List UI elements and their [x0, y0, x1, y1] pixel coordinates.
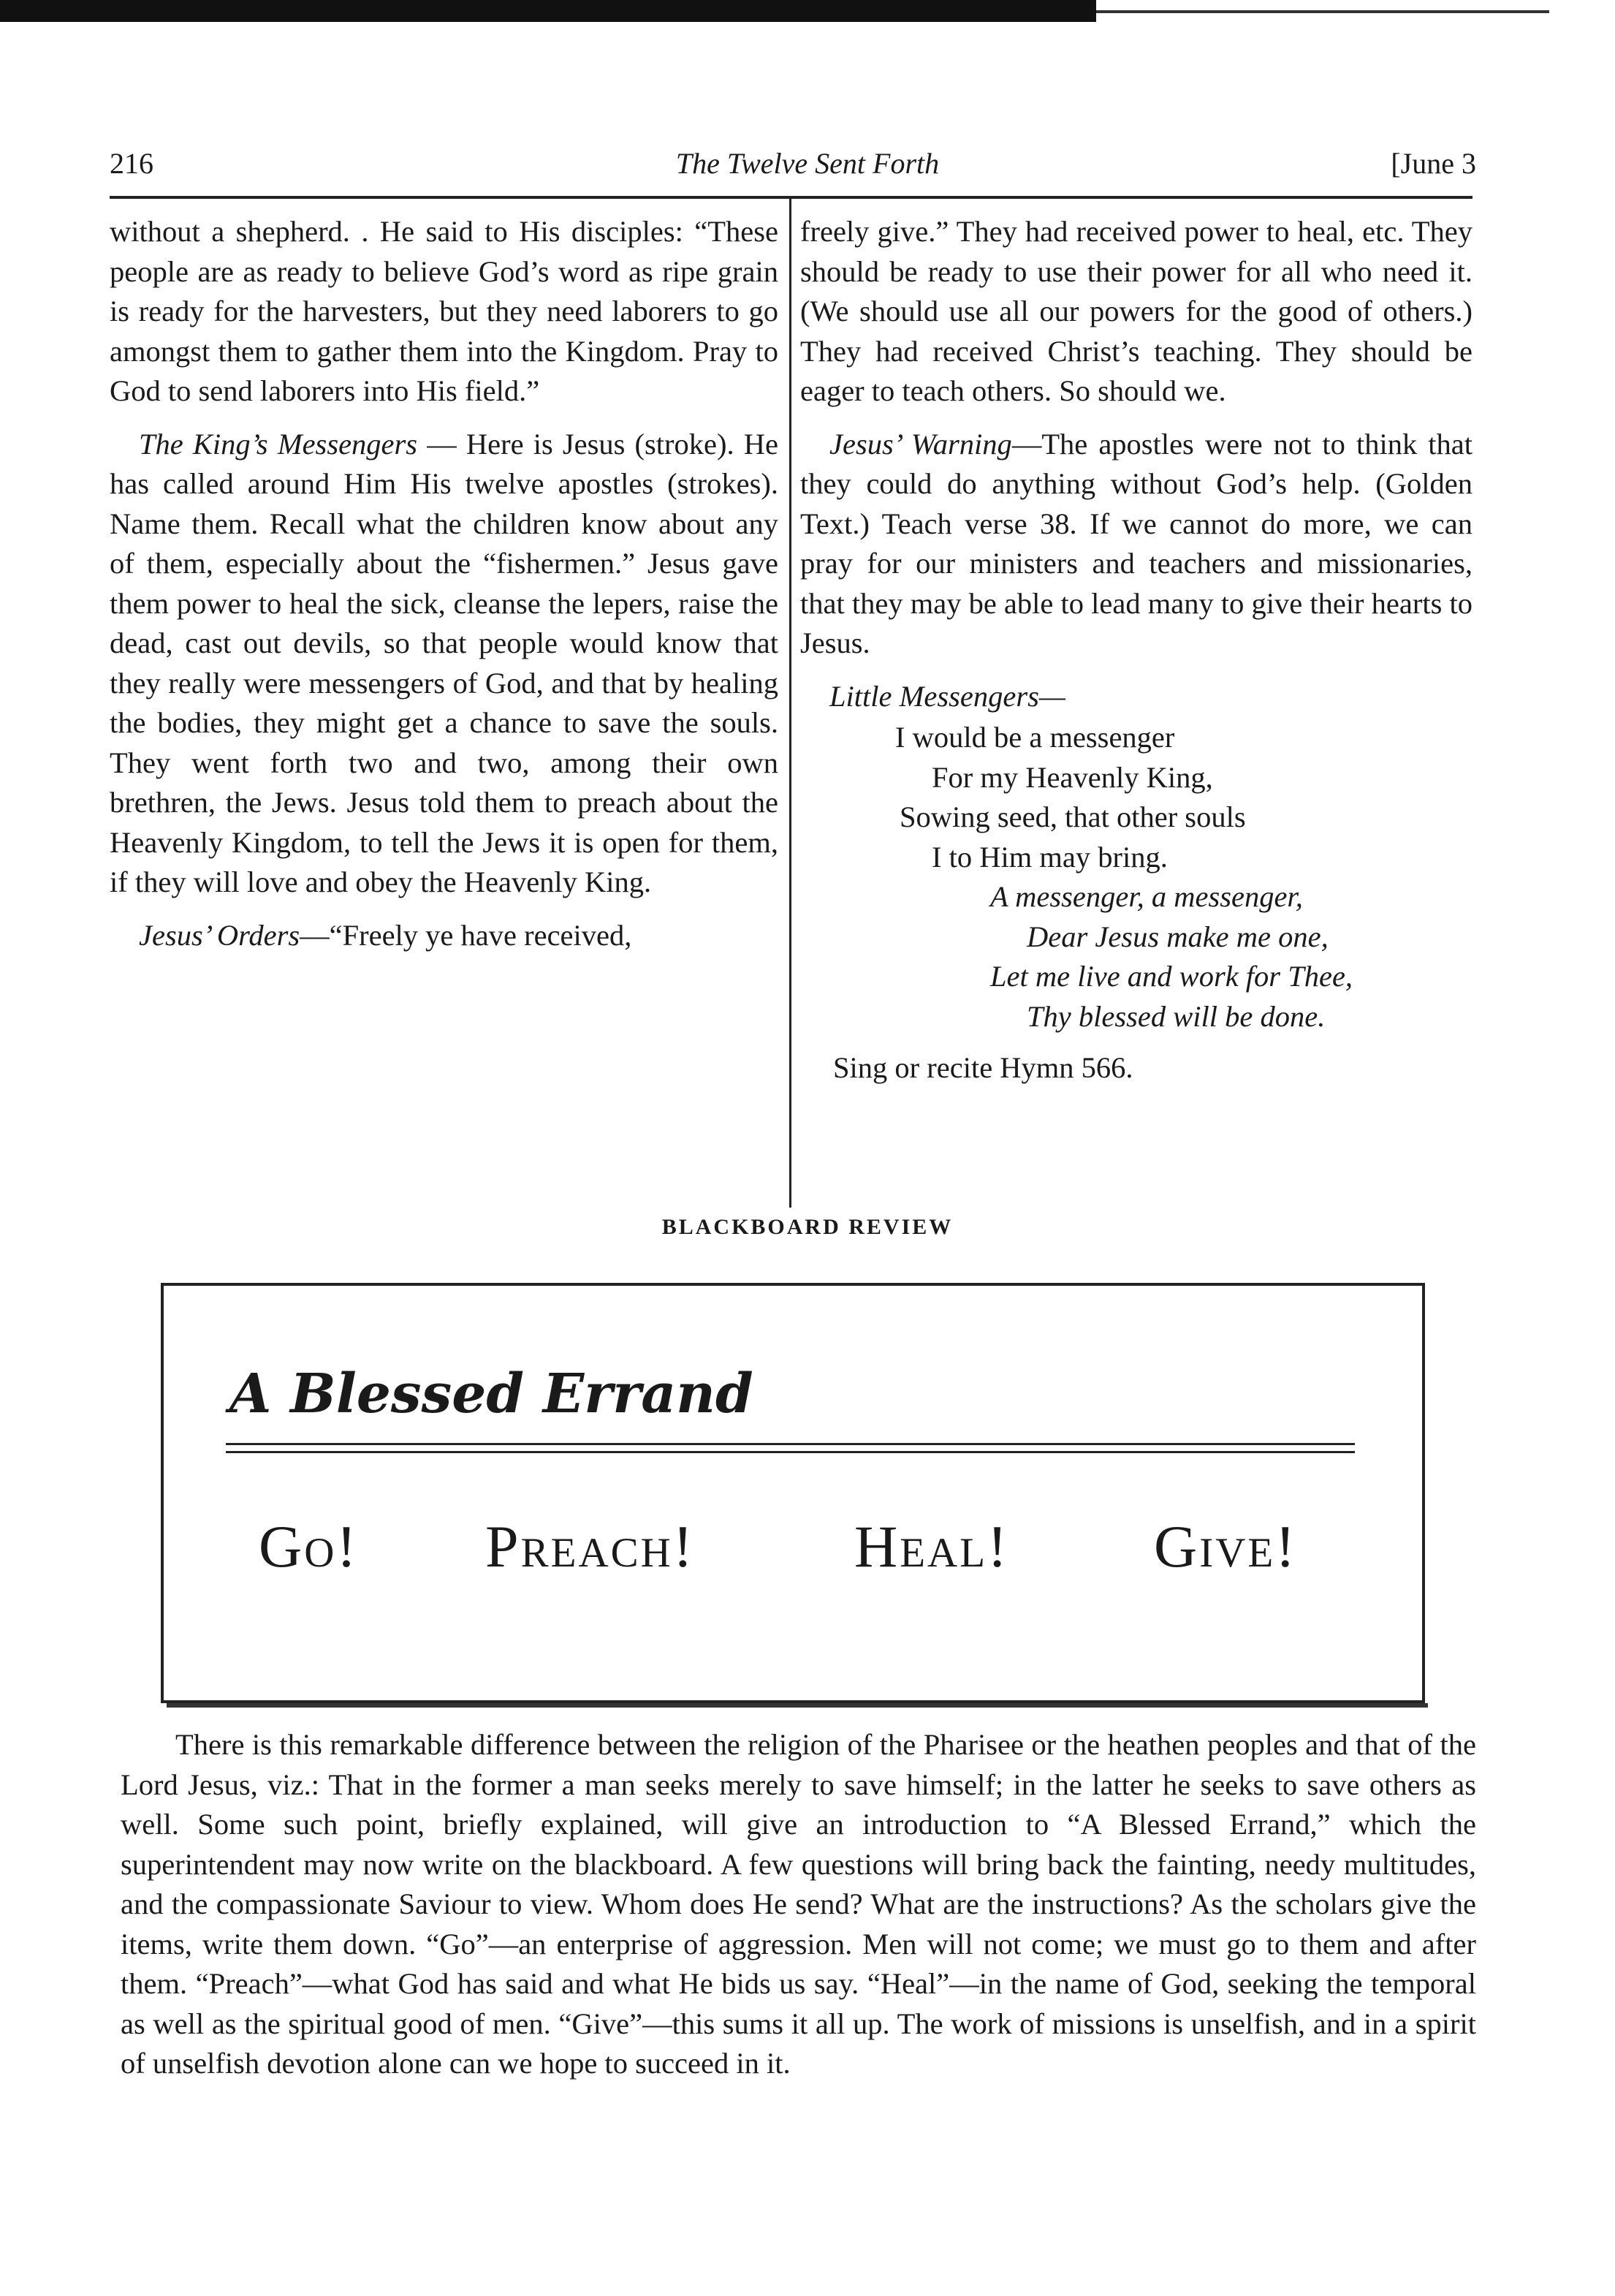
bottom-paragraph	[121, 1725, 1476, 2084]
left-paragraph-3	[110, 916, 778, 956]
blackboard-shadow	[167, 1703, 1428, 1708]
jesus-warning-body: —The apostles were not to think that they could do anything without God’s help. (Golden Text.) Teach verse 38. If we cannot do more, we can pray for our ministers and teachers and missionaries, that they may be able to lead many to give their hearts to Jesus.	[800, 427, 1472, 659]
scan-top-edge	[0, 0, 1096, 22]
poem-line: I to Him may bring.	[932, 840, 1168, 874]
jesus-orders-body: —“Freely ye have received,	[300, 918, 632, 952]
running-title: The Twelve Sent Forth	[675, 147, 940, 180]
issue-date: [June 3	[1391, 147, 1476, 180]
command-go: Go!	[259, 1513, 359, 1580]
title-underline	[226, 1443, 1355, 1445]
kings-messengers-body: — Here is Jesus (stroke). He has called around Him His twelve apostles (strokes). Name them. Recall what the children know about any of them, especially about the “fishermen.” Jesus gave them power to heal the sick, cleanse the lepers, raise the dead, cast out devils, so that people would know that they really were messengers of God, and that by healing the bodies, they might get a chance to save the souls. They went forth two and two, among their own brethren, the Jews. Jesus told them to preach about the Heavenly Kingdom, to tell the Jews it is open for them, if they will love and obey the Heavenly King.	[110, 427, 778, 898]
command-heal: Heal!	[854, 1513, 1010, 1580]
left-paragraph-1: without a shepherd. . He said to His disciples: “These people are as ready to believe God’s word as ripe grain is ready for the harvesters, but they need laborers to go amongst them to gather them into the Kingdom. Pray to God to send laborers into His field.”	[110, 215, 778, 407]
blackboard-box	[161, 1283, 1425, 1703]
scan-top-edge-thin	[1096, 10, 1549, 13]
poem-line: For my Heavenly King,	[932, 760, 1213, 794]
refrain-line: Thy blessed will be done.	[1027, 999, 1326, 1033]
bottom-paragraph-text: There is this remarkable difference between the religion of the Pharisee or the heathen peoples and that of the Lord Jesus, viz.: That in the former a man seeks merely to save himself; in the latter he seeks to save others as well. Some such point, briefly explained, will give an introduction to “A Blessed Errand,” which the superintendent may now write on the blackboard. A few questions will bring back the fainting, needy multitudes, and the compassionate Saviour to view. Whom does He send? What are the instructions? As the scholars give the items, write them down. “Go”—an enterprise of aggression. Men will not come; we must go to them and after them. “Preach”—what God has said and what He bids us say. “Heal”—in the name of God, seeking the temporal as well as the spiritual good of men. “Give”—this sums it all up. The work of missions is unselfish, and in a spirit of unselfish devotion alone can we hope to succeed in it.	[121, 1728, 1476, 2080]
command-give: Give!	[1154, 1513, 1298, 1580]
refrain-line: A messenger, a messenger,	[990, 880, 1303, 913]
jesus-warning-heading: Jesus’ Warning	[829, 427, 1012, 461]
refrain-line: Let me live and work for Thee,	[990, 960, 1353, 993]
left-column	[110, 212, 778, 969]
poem-line: I would be a messenger	[895, 721, 1175, 754]
right-paragraph-1: freely give.” They had received power to heal, etc. They should be ready to use their power for all who need it. (We should use all our powers for the good of others.) They had received Christ’s teaching. They should be eager to teach others. So should we.	[800, 215, 1472, 407]
blackboard-title: A Blessed Errand	[229, 1363, 753, 1425]
little-messengers-heading: Little Messengers—	[829, 679, 1065, 713]
hymn-instruction: Sing or recite Hymn 566.	[833, 1051, 1133, 1084]
poem-verse	[895, 718, 1472, 877]
poem-refrain	[990, 877, 1472, 1037]
right-column	[800, 212, 1472, 1102]
title-underline	[226, 1451, 1355, 1453]
poem-line: Sowing seed, that other souls	[900, 800, 1246, 833]
left-paragraph-2	[110, 425, 778, 903]
right-paragraph-2	[800, 425, 1472, 664]
refrain-line: Dear Jesus make me one,	[1027, 920, 1329, 953]
column-divider	[789, 199, 791, 1208]
page-number: 216	[110, 147, 153, 180]
command-preach: Preach!	[485, 1513, 696, 1580]
jesus-orders-heading: Jesus’ Orders	[139, 918, 300, 952]
kings-messengers-heading: The King’s Messengers	[139, 427, 418, 461]
blackboard-review-title: BLACKBOARD REVIEW	[661, 1215, 954, 1239]
